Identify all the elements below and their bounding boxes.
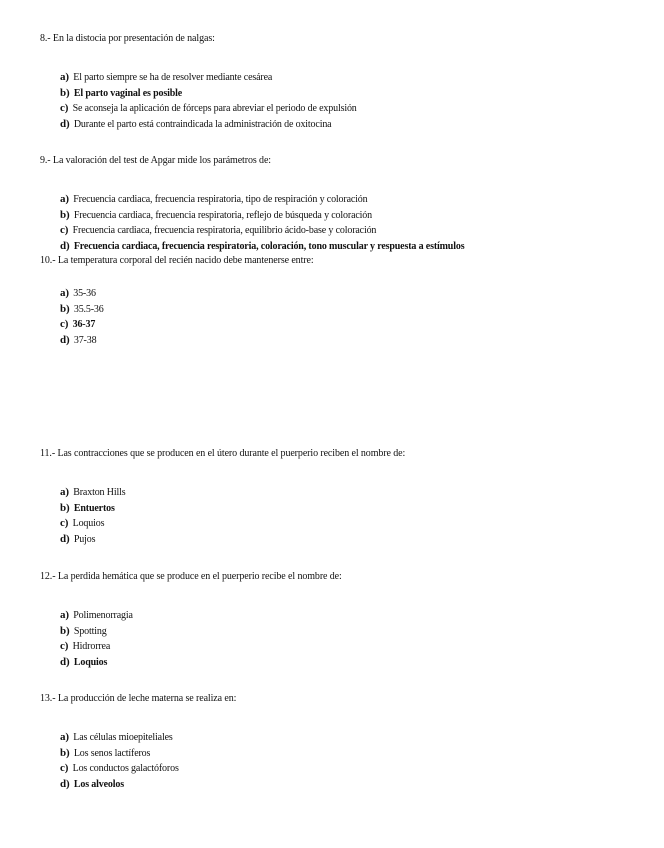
options-list bbox=[40, 286, 650, 349]
option-letter: b) bbox=[60, 302, 70, 315]
option-b bbox=[60, 624, 650, 640]
option-d-correct bbox=[60, 777, 650, 793]
question-text: 12.- La perdida hemática que se produce en el puerperio recibe el nombre de: bbox=[40, 571, 342, 582]
option-text: El parto siempre se ha de resolver mediante cesárea bbox=[73, 72, 273, 83]
option-c-correct bbox=[60, 317, 650, 333]
option-c bbox=[60, 516, 650, 532]
option-text: Frecuencia cardiaca, frecuencia respiratoria, coloración, tono muscular y respuesta a estímulos bbox=[73, 241, 465, 253]
option-letter: c) bbox=[60, 762, 69, 775]
option-letter: b) bbox=[60, 624, 70, 637]
option-text: Los alveolos bbox=[73, 779, 124, 791]
option-d bbox=[60, 117, 650, 133]
question-9 bbox=[40, 155, 650, 255]
question-text: 8.- En la distocia por presentación de nalgas: bbox=[40, 33, 215, 44]
options-list bbox=[40, 192, 650, 255]
option-letter: b) bbox=[60, 746, 70, 759]
option-text: Braxton Hills bbox=[73, 487, 126, 498]
option-a bbox=[60, 730, 650, 746]
options-list bbox=[40, 485, 650, 548]
options-list bbox=[40, 608, 650, 671]
option-text: Frecuencia cardiaca, frecuencia respiratoria, equilibrio ácido-base y coloración bbox=[72, 225, 377, 237]
option-text: Los conductos galactóforos bbox=[72, 763, 179, 775]
option-text: El parto vaginal es posible bbox=[73, 87, 183, 99]
option-text: Los senos lactíferos bbox=[73, 747, 151, 759]
options-list bbox=[40, 70, 650, 133]
option-c bbox=[60, 101, 650, 117]
option-text: Frecuencia cardiaca, frecuencia respiratoria, tipo de respiración y coloración bbox=[73, 194, 368, 205]
option-letter: d) bbox=[60, 334, 70, 347]
option-letter: a) bbox=[60, 731, 69, 743]
option-letter: d) bbox=[60, 240, 70, 253]
option-text: 35.5-36 bbox=[73, 303, 104, 315]
option-b-correct bbox=[60, 86, 650, 102]
question-8 bbox=[40, 33, 650, 133]
options-list bbox=[40, 730, 650, 793]
option-text: Frecuencia cardiaca, frecuencia respiratoria, reflejo de búsqueda y coloración bbox=[73, 209, 372, 221]
option-letter: c) bbox=[60, 640, 69, 653]
option-a bbox=[60, 608, 650, 624]
question-12 bbox=[40, 571, 650, 671]
option-text: Durante el parto está contraindicada la administración de oxitocina bbox=[73, 119, 332, 131]
option-d-correct bbox=[60, 655, 650, 671]
option-b bbox=[60, 746, 650, 762]
question-13 bbox=[40, 693, 650, 793]
option-letter: d) bbox=[60, 778, 70, 791]
option-text: 35-36 bbox=[73, 288, 96, 299]
option-letter: d) bbox=[60, 533, 70, 546]
option-letter: a) bbox=[60, 193, 69, 205]
option-letter: c) bbox=[60, 318, 69, 331]
option-text: Loquios bbox=[72, 518, 105, 530]
option-letter: c) bbox=[60, 224, 69, 237]
option-letter: a) bbox=[60, 71, 69, 83]
question-text: 10.- La temperatura corporal del recién nacido debe mantenerse entre: bbox=[40, 255, 314, 266]
option-text: Loquios bbox=[73, 657, 108, 669]
option-text: Las células mioepiteliales bbox=[73, 732, 173, 743]
question-text: 13.- La producción de leche materna se realiza en: bbox=[40, 693, 237, 704]
option-a bbox=[60, 286, 650, 302]
option-text: Polimenorragia bbox=[73, 610, 133, 621]
option-text: Entuertos bbox=[73, 502, 115, 514]
option-a bbox=[60, 192, 650, 208]
option-letter: d) bbox=[60, 118, 70, 131]
option-c bbox=[60, 639, 650, 655]
option-letter: a) bbox=[60, 287, 69, 299]
option-letter: a) bbox=[60, 486, 69, 498]
option-b bbox=[60, 302, 650, 318]
question-text: 11.- Las contracciones que se producen en el útero durante el puerperio reciben el nombre de: bbox=[40, 448, 406, 459]
option-letter: b) bbox=[60, 501, 70, 514]
option-letter: a) bbox=[60, 609, 69, 621]
option-letter: c) bbox=[60, 102, 69, 115]
option-d-correct bbox=[60, 239, 650, 255]
option-text: Hidrorrea bbox=[72, 641, 111, 653]
option-text: Spotting bbox=[73, 625, 107, 637]
option-letter: d) bbox=[60, 656, 70, 669]
option-c bbox=[60, 761, 650, 777]
option-d bbox=[60, 532, 650, 548]
option-text: 37-38 bbox=[73, 335, 97, 347]
option-a bbox=[60, 485, 650, 501]
question-11 bbox=[40, 448, 650, 548]
option-a bbox=[60, 70, 650, 86]
option-text: Se aconseja la aplicación de fórceps para abreviar el periodo de expulsión bbox=[72, 103, 357, 115]
option-d bbox=[60, 333, 650, 349]
option-b-correct bbox=[60, 501, 650, 517]
question-10 bbox=[40, 255, 650, 349]
option-letter: b) bbox=[60, 208, 70, 221]
question-text: 9.- La valoración del test de Apgar mide los parámetros de: bbox=[40, 155, 271, 166]
option-text: 36-37 bbox=[72, 319, 96, 331]
option-b bbox=[60, 208, 650, 224]
option-letter: b) bbox=[60, 86, 70, 99]
option-text: Pujos bbox=[73, 534, 96, 546]
option-letter: c) bbox=[60, 517, 69, 530]
option-c bbox=[60, 223, 650, 239]
